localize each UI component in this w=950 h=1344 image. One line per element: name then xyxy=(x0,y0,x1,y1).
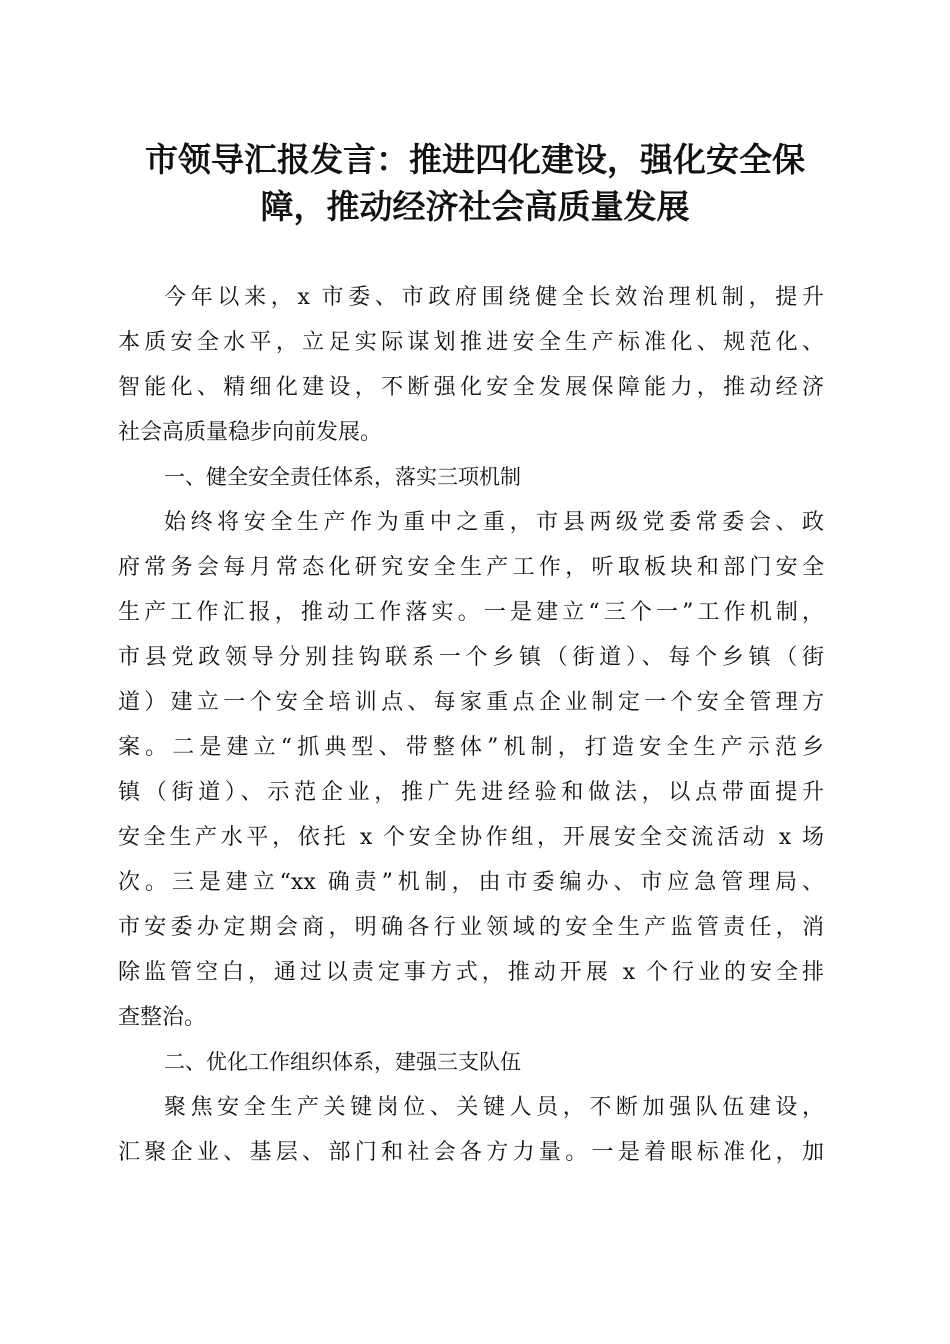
text-line: 始终将安全生产作为重中之重，市县两级党委常委会、政 xyxy=(164,510,824,535)
document-title xyxy=(110,136,840,230)
text-line: 本质安全水平，立足实际谋划推进安全生产标准化、规范化、 xyxy=(118,330,824,355)
title-line: 障，推动经济社会高质量发展 xyxy=(260,187,690,226)
document-body xyxy=(118,275,824,1175)
text-line: 道）建立一个安全培训点、每家重点企业制定一个安全管理方 xyxy=(118,690,824,715)
text-line: 案。二是建立“抓典型、带整体”机制，打造安全生产示范乡 xyxy=(118,735,824,760)
text-line: 府常务会每月常态化研究安全生产工作，听取板块和部门安全 xyxy=(118,555,824,580)
text-line: 市县党政领导分别挂钩联系一个乡镇（街道）、每个乡镇（街 xyxy=(118,645,824,670)
section-heading-1: 一、健全安全责任体系，落实三项机制 xyxy=(164,465,521,489)
text-line: 今年以来，x 市委、市政府围绕健全长效治理机制，提升 xyxy=(164,285,824,310)
section-1-paragraph xyxy=(118,500,824,1040)
text-line: 社会高质量稳步向前发展。 xyxy=(118,420,383,445)
text-line: 查整治。 xyxy=(118,1005,207,1030)
text-line: 安全生产水平，依托 x 个安全协作组，开展安全交流活动 x 场 xyxy=(118,825,824,850)
text-line: 智能化、精细化建设，不断强化安全发展保障能力，推动经济 xyxy=(118,375,824,400)
text-line: 汇聚企业、基层、部门和社会各方力量。一是着眼标准化，加 xyxy=(118,1140,824,1165)
section-heading-2: 二、优化工作组织体系，建强三支队伍 xyxy=(164,1050,521,1074)
text-line: 生产工作汇报，推动工作落实。一是建立“三个一”工作机制， xyxy=(118,600,824,625)
section-2-paragraph xyxy=(118,1085,824,1175)
text-line: 市安委办定期会商，明确各行业领域的安全生产监管责任，消 xyxy=(118,915,824,940)
intro-paragraph xyxy=(118,275,824,455)
text-line: 镇（街道）、示范企业，推广先进经验和做法，以点带面提升 xyxy=(118,780,824,805)
text-line: 除监管空白，通过以责定事方式，推动开展 x 个行业的安全排 xyxy=(118,960,824,985)
title-line: 市领导汇报发言：推进四化建设，强化安全保 xyxy=(145,140,805,179)
text-line: 聚焦安全生产关键岗位、关键人员，不断加强队伍建设， xyxy=(164,1095,824,1120)
text-line: 次。三是建立“xx 确责”机制，由市委编办、市应急管理局、 xyxy=(118,870,824,895)
